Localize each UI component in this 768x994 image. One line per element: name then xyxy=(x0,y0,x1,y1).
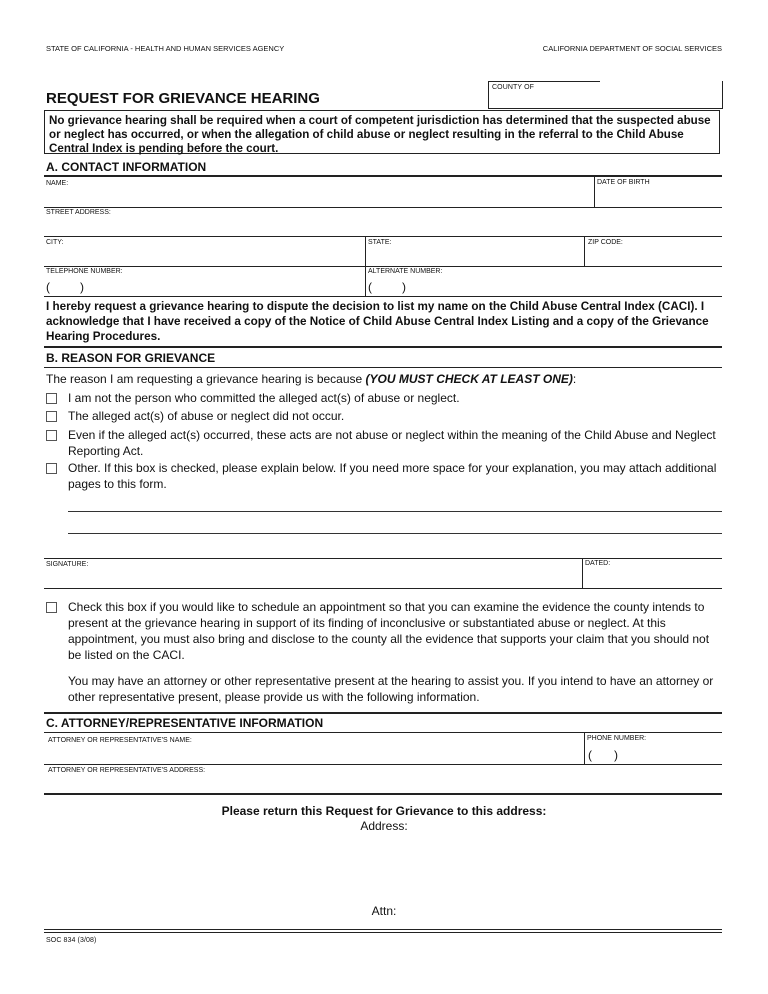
representative-text: You may have an attorney or other representative present at the hearing to assist you. If you intend to have an attorney or other representative present, please provide us with the following information. xyxy=(68,674,714,704)
divider xyxy=(44,932,722,933)
divider xyxy=(584,237,585,266)
request-statement: I hereby request a grievance hearing to dispute the decision to list my name on the Child Abuse Central Index (CACI). I acknowledge that I have received a copy of the Notice of Child Abuse Central Index Listing and a copy of the Grievance Hearing Procedures. xyxy=(46,300,709,343)
divider xyxy=(44,207,722,208)
divider xyxy=(44,175,722,177)
agency-left: STATE OF CALIFORNIA - HEALTH AND HUMAN SERVICES AGENCY xyxy=(46,44,285,53)
state-label: STATE: xyxy=(368,239,392,246)
attorney-address-label: ATTORNEY OR REPRESENTATIVE'S ADDRESS: xyxy=(48,767,206,774)
checkbox-did-not-occur[interactable] xyxy=(46,411,57,422)
dated-field[interactable] xyxy=(584,570,720,587)
name-label: NAME: xyxy=(46,180,69,187)
attorney-address-field[interactable] xyxy=(44,776,720,792)
divider xyxy=(44,712,722,714)
explanation-line-1[interactable] xyxy=(68,511,722,512)
divider xyxy=(44,929,722,930)
alt-area-close: ) xyxy=(402,280,406,294)
name-field[interactable] xyxy=(44,188,592,206)
dob-field[interactable] xyxy=(596,188,720,206)
reason-emphasis: (YOU MUST CHECK AT LEAST ONE) xyxy=(365,372,573,386)
street-field[interactable] xyxy=(44,218,720,235)
agency-right: CALIFORNIA DEPARTMENT OF SOCIAL SERVICES xyxy=(542,44,722,53)
zip-label: ZIP CODE: xyxy=(588,239,623,246)
option-did-not-occur: The alleged act(s) of abuse or neglect did not occur. xyxy=(68,409,345,423)
divider xyxy=(584,733,585,764)
reason-intro: The reason I am requesting a grievance hearing is because (YOU MUST CHECK AT LEAST ONE): xyxy=(46,372,577,386)
checkbox-appointment[interactable] xyxy=(46,602,57,613)
phone-area-open: ( xyxy=(46,280,50,294)
divider xyxy=(44,266,722,267)
attorney-name-field[interactable] xyxy=(44,745,582,763)
signature-label: SIGNATURE: xyxy=(46,561,89,568)
form-title: REQUEST FOR GRIEVANCE HEARING xyxy=(46,90,320,107)
option-not-person: I am not the person who committed the alleged act(s) of abuse or neglect. xyxy=(68,391,460,405)
divider xyxy=(44,793,722,795)
street-label: STREET ADDRESS: xyxy=(46,209,111,216)
phone-field[interactable] xyxy=(90,278,362,295)
explanation-line-2[interactable] xyxy=(68,533,722,534)
dob-label: DATE OF BIRTH xyxy=(597,179,650,186)
divider xyxy=(44,236,722,237)
divider xyxy=(44,346,722,348)
divider xyxy=(44,367,722,368)
signature-field[interactable] xyxy=(44,570,580,587)
state-field[interactable] xyxy=(367,248,582,265)
divider xyxy=(582,559,583,588)
divider xyxy=(44,588,722,589)
zip-field[interactable] xyxy=(586,248,720,265)
appointment-text: Check this box if you would like to schedule an appointment so that you can examine the evidence the county intends to present at the grievance hearing in support of its finding of inconclusive or substantiated abuse or neglect. At this appointment, you must also bring and disclose to the county all the evidence that supports your claim that you should not be listed on the CACI. xyxy=(68,600,710,662)
address-label: Address: xyxy=(360,819,408,833)
divider xyxy=(44,558,722,559)
divider xyxy=(44,732,722,733)
option-other: Other. If this box is checked, please explain below. If you need more space for your explanation, you may attach additional pages to this form. xyxy=(68,461,717,491)
alt-phone-field[interactable] xyxy=(412,278,720,295)
county-label: COUNTY OF xyxy=(492,84,534,91)
section-a-heading: A. CONTACT INFORMATION xyxy=(46,160,207,174)
checkbox-not-person[interactable] xyxy=(46,393,57,404)
attorney-phone-label: PHONE NUMBER: xyxy=(587,735,647,742)
county-field[interactable] xyxy=(488,81,723,109)
option-not-abuse: Even if the alleged act(s) occurred, these acts are not abuse or neglect within the meaning of the Child Abuse and Neglect Reporting Act. xyxy=(68,428,716,458)
divider xyxy=(365,267,366,296)
return-instruction: Please return this Request for Grievance to this address: xyxy=(221,804,547,818)
form-number: SOC 834 (3/08) xyxy=(46,937,97,944)
city-label: CITY: xyxy=(46,239,64,246)
checkbox-other[interactable] xyxy=(46,463,57,474)
checkbox-not-abuse[interactable] xyxy=(46,430,57,441)
divider xyxy=(44,764,722,765)
divider xyxy=(365,237,366,266)
section-b-heading: B. REASON FOR GRIEVANCE xyxy=(46,351,216,365)
alt-phone-label: ALTERNATE NUMBER: xyxy=(368,268,443,275)
attorney-phone-field[interactable] xyxy=(624,745,720,763)
notice-box: No grievance hearing shall be required when a court of competent jurisdiction has determined that the suspected abuse or neglect has occurred, or when the allegation of child abuse or neglect resulting in the referral to the Child Abuse Central Index is pending before the court. xyxy=(44,110,720,154)
city-field[interactable] xyxy=(44,248,363,265)
divider xyxy=(44,296,722,297)
divider xyxy=(594,176,595,207)
phone-area-close: ) xyxy=(80,280,84,294)
dated-label: DATED: xyxy=(585,560,611,567)
attn-label: Attn: xyxy=(371,904,397,918)
phone-label: TELEPHONE NUMBER: xyxy=(46,268,123,275)
attorney-area-open: ( xyxy=(588,748,592,762)
attorney-area-close: ) xyxy=(614,748,618,762)
section-c-heading: C. ATTORNEY/REPRESENTATIVE INFORMATION xyxy=(46,716,324,730)
attorney-name-label: ATTORNEY OR REPRESENTATIVE'S NAME: xyxy=(48,737,192,744)
alt-area-open: ( xyxy=(368,280,372,294)
